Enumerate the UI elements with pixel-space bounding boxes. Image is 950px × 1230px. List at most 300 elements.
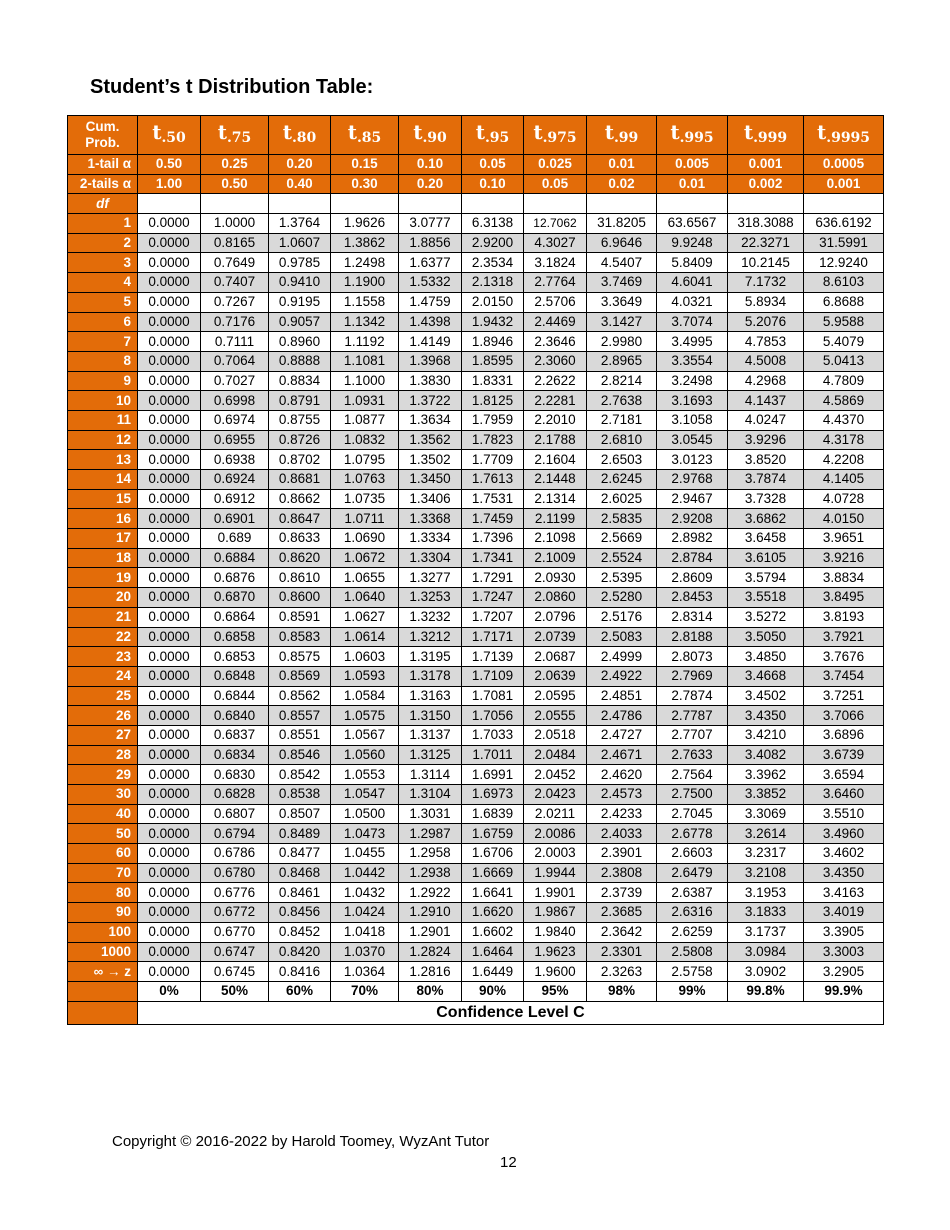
critical-value-cell: 0.8507 — [269, 804, 331, 824]
critical-value-cell: 0.0000 — [138, 804, 201, 824]
critical-value-cell: 2.0687 — [524, 647, 587, 667]
critical-value-cell: 2.7564 — [657, 765, 728, 785]
critical-value-cell: 2.6387 — [657, 883, 728, 903]
table-row — [68, 844, 884, 864]
critical-value-cell: 1.2922 — [399, 883, 462, 903]
critical-value-cell: 0.0000 — [138, 725, 201, 745]
critical-value-cell: 2.3685 — [587, 903, 657, 923]
confidence-percent-cell: 98% — [587, 981, 657, 1001]
critical-value-cell: 1.7291 — [462, 568, 524, 588]
critical-value-cell: 0.8681 — [269, 470, 331, 490]
critical-value-cell: 0.6794 — [201, 824, 269, 844]
df-value: ∞ → z — [68, 962, 138, 982]
critical-value-cell: 0.0000 — [138, 883, 201, 903]
critical-value-cell: 2.8609 — [657, 568, 728, 588]
critical-value-cell: 1.5332 — [399, 273, 462, 293]
critical-value-cell: 1.3764 — [269, 214, 331, 234]
one-tail-alpha-cell: 0.005 — [657, 155, 728, 175]
critical-value-cell: 1.0553 — [331, 765, 399, 785]
critical-value-cell: 1.0672 — [331, 548, 399, 568]
critical-value-cell: 2.5669 — [587, 529, 657, 549]
critical-value-cell: 0.0000 — [138, 450, 201, 470]
two-tails-alpha-cell: 0.20 — [399, 174, 462, 194]
critical-value-cell: 3.1058 — [657, 410, 728, 430]
df-value: 40 — [68, 804, 138, 824]
critical-value-cell: 2.6316 — [657, 903, 728, 923]
critical-value-cell: 1.9626 — [331, 214, 399, 234]
two-tails-alpha-cell: 0.05 — [524, 174, 587, 194]
critical-value-cell: 3.3554 — [657, 351, 728, 371]
confidence-percent-cell: 99% — [657, 981, 728, 1001]
df-value: 30 — [68, 785, 138, 805]
critical-value-cell: 1.7081 — [462, 686, 524, 706]
critical-value-cell: 0.6853 — [201, 647, 269, 667]
critical-value-cell: 1.6973 — [462, 785, 524, 805]
df-value: 80 — [68, 883, 138, 903]
critical-value-cell: 1.0364 — [331, 962, 399, 982]
critical-value-cell: 3.9296 — [728, 430, 804, 450]
critical-value-cell: 1.0000 — [201, 214, 269, 234]
critical-value-cell: 3.4668 — [728, 666, 804, 686]
two-tails-alpha-cell: 1.00 — [138, 174, 201, 194]
critical-value-cell: 0.0000 — [138, 292, 201, 312]
critical-value-cell: 2.4851 — [587, 686, 657, 706]
confidence-percent-cell: 80% — [399, 981, 462, 1001]
critical-value-cell: 1.3562 — [399, 430, 462, 450]
critical-value-cell: 3.7066 — [804, 706, 884, 726]
critical-value-cell: 1.2910 — [399, 903, 462, 923]
critical-value-cell: 1.0614 — [331, 627, 399, 647]
critical-value-cell: 1.0627 — [331, 607, 399, 627]
critical-value-cell: 2.1448 — [524, 470, 587, 490]
confidence-percent-cell: 60% — [269, 981, 331, 1001]
critical-value-cell: 2.0518 — [524, 725, 587, 745]
two-tails-alpha-cell: 0.01 — [657, 174, 728, 194]
critical-value-cell: 1.1900 — [331, 273, 399, 293]
critical-value-cell: 0.0000 — [138, 253, 201, 273]
empty-cell — [728, 194, 804, 214]
df-value: 27 — [68, 725, 138, 745]
critical-value-cell: 1.3137 — [399, 725, 462, 745]
critical-value-cell: 1.3334 — [399, 529, 462, 549]
critical-value-cell: 0.8633 — [269, 529, 331, 549]
critical-value-cell: 0.0000 — [138, 529, 201, 549]
one-tail-alpha-cell: 0.10 — [399, 155, 462, 175]
critical-value-cell: 1.8856 — [399, 233, 462, 253]
critical-value-cell: 3.5050 — [728, 627, 804, 647]
critical-value-cell: 3.6862 — [728, 509, 804, 529]
critical-value-cell: 2.7707 — [657, 725, 728, 745]
critical-value-cell: 3.1737 — [728, 922, 804, 942]
critical-value-cell: 0.6912 — [201, 489, 269, 509]
critical-value-cell: 1.7531 — [462, 489, 524, 509]
one-tail-alpha-cell: 0.15 — [331, 155, 399, 175]
critical-value-cell: 1.4759 — [399, 292, 462, 312]
critical-value-cell: 2.5395 — [587, 568, 657, 588]
empty-cell — [138, 194, 201, 214]
critical-value-cell: 2.9208 — [657, 509, 728, 529]
table-row — [68, 568, 884, 588]
critical-value-cell: 2.0086 — [524, 824, 587, 844]
two-tails-alpha-cell: 0.002 — [728, 174, 804, 194]
table-row — [68, 686, 884, 706]
two-tails-alpha-cell: 0.50 — [201, 174, 269, 194]
confidence-percent-row — [68, 981, 884, 1001]
critical-value-cell: 2.3263 — [587, 962, 657, 982]
critical-value-cell: 2.0003 — [524, 844, 587, 864]
critical-value-cell: 1.7396 — [462, 529, 524, 549]
critical-value-cell: 5.4079 — [804, 332, 884, 352]
critical-value-cell: 0.8546 — [269, 745, 331, 765]
critical-value-cell: 2.6479 — [657, 863, 728, 883]
critical-value-cell: 2.4469 — [524, 312, 587, 332]
critical-value-cell: 3.6896 — [804, 725, 884, 745]
critical-value-cell: 1.6839 — [462, 804, 524, 824]
critical-value-cell: 2.7638 — [587, 391, 657, 411]
table-row — [68, 253, 884, 273]
critical-value-cell: 0.8960 — [269, 332, 331, 352]
df-value: 16 — [68, 509, 138, 529]
critical-value-cell: 2.9768 — [657, 470, 728, 490]
critical-value-cell: 2.4033 — [587, 824, 657, 844]
critical-value-cell: 4.5008 — [728, 351, 804, 371]
critical-value-cell: 0.7176 — [201, 312, 269, 332]
table-row — [68, 489, 884, 509]
critical-value-cell: 2.3901 — [587, 844, 657, 864]
critical-value-cell: 1.6464 — [462, 942, 524, 962]
critical-value-cell: 0.0000 — [138, 273, 201, 293]
empty-cell — [804, 194, 884, 214]
critical-value-cell: 1.9600 — [524, 962, 587, 982]
df-value: 23 — [68, 647, 138, 667]
critical-value-cell: 3.6460 — [804, 785, 884, 805]
two-tails-alpha-cell: 0.30 — [331, 174, 399, 194]
critical-value-cell: 1.3195 — [399, 647, 462, 667]
critical-value-cell: 3.6458 — [728, 529, 804, 549]
critical-value-cell: 4.1437 — [728, 391, 804, 411]
critical-value-cell: 3.6594 — [804, 765, 884, 785]
table-row — [68, 391, 884, 411]
critical-value-cell: 0.6807 — [201, 804, 269, 824]
critical-value-cell: 0.6844 — [201, 686, 269, 706]
critical-value-cell: 1.3830 — [399, 371, 462, 391]
critical-value-cell: 0.0000 — [138, 745, 201, 765]
critical-value-cell: 3.4850 — [728, 647, 804, 667]
table-row — [68, 647, 884, 667]
critical-value-cell: 2.7969 — [657, 666, 728, 686]
one-tail-alpha-cell: 0.25 — [201, 155, 269, 175]
critical-value-cell: 3.5510 — [804, 804, 884, 824]
critical-value-cell: 31.5991 — [804, 233, 884, 253]
critical-value-cell: 1.0455 — [331, 844, 399, 864]
two-tails-label: 2-tails α — [68, 174, 138, 194]
critical-value-cell: 4.0150 — [804, 509, 884, 529]
empty-cell — [657, 194, 728, 214]
critical-value-cell: 1.2958 — [399, 844, 462, 864]
critical-value-cell: 2.4233 — [587, 804, 657, 824]
df-value: 50 — [68, 824, 138, 844]
critical-value-cell: 0.7027 — [201, 371, 269, 391]
t-column-header: $t_{.80}$ — [269, 116, 331, 155]
critical-value-cell: 3.3069 — [728, 804, 804, 824]
df-value: 1 — [68, 214, 138, 234]
critical-value-cell: 0.0000 — [138, 863, 201, 883]
critical-value-cell: 3.4502 — [728, 686, 804, 706]
critical-value-cell: 4.5407 — [587, 253, 657, 273]
critical-value-cell: 1.3212 — [399, 627, 462, 647]
critical-value-cell: 2.4999 — [587, 647, 657, 667]
critical-value-cell: 2.3301 — [587, 942, 657, 962]
df-value: 4 — [68, 273, 138, 293]
one-tail-alpha-cell: 0.025 — [524, 155, 587, 175]
critical-value-cell: 6.3138 — [462, 214, 524, 234]
df-value: 100 — [68, 922, 138, 942]
critical-value-cell: 1.2824 — [399, 942, 462, 962]
critical-value-cell: 0.8834 — [269, 371, 331, 391]
cum-prob-label: Cum. Prob. — [68, 116, 138, 155]
critical-value-cell: 2.4573 — [587, 785, 657, 805]
critical-value-cell: 1.0567 — [331, 725, 399, 745]
critical-value-cell: 2.5280 — [587, 588, 657, 608]
critical-value-cell: 4.7809 — [804, 371, 884, 391]
critical-value-cell: 3.3852 — [728, 785, 804, 805]
table-row — [68, 214, 884, 234]
two-tails-alpha-cell: 0.02 — [587, 174, 657, 194]
critical-value-cell: 0.0000 — [138, 410, 201, 430]
critical-value-cell: 1.9840 — [524, 922, 587, 942]
critical-value-cell: 2.0639 — [524, 666, 587, 686]
empty-cell — [462, 194, 524, 214]
critical-value-cell: 3.2317 — [728, 844, 804, 864]
critical-value-cell: 2.6810 — [587, 430, 657, 450]
critical-value-cell: 318.3088 — [728, 214, 804, 234]
critical-value-cell: 1.0575 — [331, 706, 399, 726]
critical-value-cell: 1.6641 — [462, 883, 524, 903]
df-value: 10 — [68, 391, 138, 411]
table-row — [68, 627, 884, 647]
critical-value-cell: 0.6770 — [201, 922, 269, 942]
two-tails-alpha-cell: 0.001 — [804, 174, 884, 194]
critical-value-cell: 1.3368 — [399, 509, 462, 529]
critical-value-cell: 1.7341 — [462, 548, 524, 568]
critical-value-cell: 3.5272 — [728, 607, 804, 627]
critical-value-cell: 1.3450 — [399, 470, 462, 490]
critical-value-cell: 2.8965 — [587, 351, 657, 371]
table-row — [68, 942, 884, 962]
critical-value-cell: 3.3905 — [804, 922, 884, 942]
table-row — [68, 312, 884, 332]
critical-value-cell: 1.7459 — [462, 509, 524, 529]
critical-value-cell: 1.6669 — [462, 863, 524, 883]
critical-value-cell: 3.6105 — [728, 548, 804, 568]
table-row — [68, 765, 884, 785]
df-value: 6 — [68, 312, 138, 332]
table-row — [68, 332, 884, 352]
critical-value-cell: 2.0452 — [524, 765, 587, 785]
critical-value-cell: 2.3642 — [587, 922, 657, 942]
critical-value-cell: 0.8610 — [269, 568, 331, 588]
orange-spacer-cell — [68, 1001, 138, 1024]
table-row — [68, 470, 884, 490]
critical-value-cell: 0.0000 — [138, 647, 201, 667]
critical-value-cell: 0.8165 — [201, 233, 269, 253]
critical-value-cell: 0.6786 — [201, 844, 269, 864]
critical-value-cell: 0.6901 — [201, 509, 269, 529]
critical-value-cell: 1.0547 — [331, 785, 399, 805]
critical-value-cell: 2.8073 — [657, 647, 728, 667]
critical-value-cell: 0.6864 — [201, 607, 269, 627]
table-row — [68, 922, 884, 942]
critical-value-cell: 1.0832 — [331, 430, 399, 450]
critical-value-cell: 1.3634 — [399, 410, 462, 430]
critical-value-cell: 1.1342 — [331, 312, 399, 332]
df-value: 5 — [68, 292, 138, 312]
critical-value-cell: 0.6884 — [201, 548, 269, 568]
empty-cell — [269, 194, 331, 214]
critical-value-cell: 0.6924 — [201, 470, 269, 490]
critical-value-cell: 1.7709 — [462, 450, 524, 470]
critical-value-cell: 0.6938 — [201, 450, 269, 470]
critical-value-cell: 0.0000 — [138, 588, 201, 608]
critical-value-cell: 5.2076 — [728, 312, 804, 332]
t-column-header: $t_{.50}$ — [138, 116, 201, 155]
critical-value-cell: 3.4602 — [804, 844, 884, 864]
critical-value-cell: 6.8688 — [804, 292, 884, 312]
critical-value-cell: 2.4620 — [587, 765, 657, 785]
critical-value-cell: 2.1199 — [524, 509, 587, 529]
critical-value-cell: 0.6840 — [201, 706, 269, 726]
critical-value-cell: 3.2108 — [728, 863, 804, 883]
critical-value-cell: 0.6780 — [201, 863, 269, 883]
critical-value-cell: 0.0000 — [138, 942, 201, 962]
two-tails-alpha-cell: 0.10 — [462, 174, 524, 194]
critical-value-cell: 2.5083 — [587, 627, 657, 647]
critical-value-cell: 7.1732 — [728, 273, 804, 293]
df-value: 3 — [68, 253, 138, 273]
critical-value-cell: 1.2901 — [399, 922, 462, 942]
df-value: 24 — [68, 666, 138, 686]
critical-value-cell: 0.9195 — [269, 292, 331, 312]
page-number: 12 — [500, 1154, 517, 1171]
critical-value-cell: 3.0902 — [728, 962, 804, 982]
critical-value-cell: 0.0000 — [138, 607, 201, 627]
critical-value-cell: 1.4149 — [399, 332, 462, 352]
critical-value-cell: 0.8538 — [269, 785, 331, 805]
df-value: 9 — [68, 371, 138, 391]
critical-value-cell: 0.6974 — [201, 410, 269, 430]
critical-value-cell: 1.1558 — [331, 292, 399, 312]
critical-value-cell: 0.8726 — [269, 430, 331, 450]
t-column-header: $t_{.95}$ — [462, 116, 524, 155]
df-value: 11 — [68, 410, 138, 430]
critical-value-cell: 0.0000 — [138, 686, 201, 706]
critical-value-cell: 0.8542 — [269, 765, 331, 785]
critical-value-cell: 1.0442 — [331, 863, 399, 883]
critical-value-cell: 8.6103 — [804, 273, 884, 293]
critical-value-cell: 1.3232 — [399, 607, 462, 627]
critical-value-cell: 2.5706 — [524, 292, 587, 312]
critical-value-cell: 2.1098 — [524, 529, 587, 549]
critical-value-cell: 1.0500 — [331, 804, 399, 824]
table-row — [68, 410, 884, 430]
df-value: 28 — [68, 745, 138, 765]
critical-value-cell: 1.3968 — [399, 351, 462, 371]
critical-value-cell: 2.4727 — [587, 725, 657, 745]
critical-value-cell: 1.3502 — [399, 450, 462, 470]
critical-value-cell: 0.0000 — [138, 233, 201, 253]
critical-value-cell: 3.2498 — [657, 371, 728, 391]
one-tail-alpha-cell: 0.0005 — [804, 155, 884, 175]
critical-value-cell: 2.6025 — [587, 489, 657, 509]
critical-value-cell: 1.3178 — [399, 666, 462, 686]
df-value: 26 — [68, 706, 138, 726]
critical-value-cell: 0.8489 — [269, 824, 331, 844]
critical-value-cell: 4.0247 — [728, 410, 804, 430]
critical-value-cell: 3.8495 — [804, 588, 884, 608]
critical-value-cell: 31.8205 — [587, 214, 657, 234]
critical-value-cell: 3.3649 — [587, 292, 657, 312]
critical-value-cell: 2.9467 — [657, 489, 728, 509]
copyright-text: Copyright © 2016-2022 by Harold Toomey, WyzAnt Tutor — [112, 1133, 490, 1150]
critical-value-cell: 0.8702 — [269, 450, 331, 470]
critical-value-cell: 0.6858 — [201, 627, 269, 647]
critical-value-cell: 0.8562 — [269, 686, 331, 706]
critical-value-cell: 1.0690 — [331, 529, 399, 549]
critical-value-cell: 2.1318 — [462, 273, 524, 293]
df-value: 70 — [68, 863, 138, 883]
table-row — [68, 351, 884, 371]
critical-value-cell: 0.8468 — [269, 863, 331, 883]
critical-value-cell: 1.8595 — [462, 351, 524, 371]
critical-value-cell: 0.0000 — [138, 489, 201, 509]
critical-value-cell: 1.8331 — [462, 371, 524, 391]
df-value: 7 — [68, 332, 138, 352]
critical-value-cell: 1.0931 — [331, 391, 399, 411]
critical-value-cell: 1.2498 — [331, 253, 399, 273]
critical-value-cell: 1.3150 — [399, 706, 462, 726]
critical-value-cell: 2.5524 — [587, 548, 657, 568]
df-value: 20 — [68, 588, 138, 608]
critical-value-cell: 1.3722 — [399, 391, 462, 411]
critical-value-cell: 1.9623 — [524, 942, 587, 962]
critical-value-cell: 2.3060 — [524, 351, 587, 371]
table-row — [68, 804, 884, 824]
df-value: 1000 — [68, 942, 138, 962]
critical-value-cell: 3.9651 — [804, 529, 884, 549]
critical-value-cell: 0.0000 — [138, 785, 201, 805]
critical-value-cell: 0.0000 — [138, 214, 201, 234]
critical-value-cell: 3.0777 — [399, 214, 462, 234]
confidence-percent-cell: 99.8% — [728, 981, 804, 1001]
critical-value-cell: 636.6192 — [804, 214, 884, 234]
table-row — [68, 529, 884, 549]
critical-value-cell: 0.8456 — [269, 903, 331, 923]
critical-value-cell: 1.6377 — [399, 253, 462, 273]
critical-value-cell: 2.6503 — [587, 450, 657, 470]
critical-value-cell: 3.3003 — [804, 942, 884, 962]
critical-value-cell: 4.5869 — [804, 391, 884, 411]
df-value: 21 — [68, 607, 138, 627]
critical-value-cell: 0.8647 — [269, 509, 331, 529]
table-row — [68, 863, 884, 883]
critical-value-cell: 0.6955 — [201, 430, 269, 450]
critical-value-cell: 3.7074 — [657, 312, 728, 332]
critical-value-cell: 1.0735 — [331, 489, 399, 509]
confidence-percent-cell: 0% — [138, 981, 201, 1001]
critical-value-cell: 2.6603 — [657, 844, 728, 864]
t-column-header: $t_{.90}$ — [399, 116, 462, 155]
critical-value-cell: 2.4786 — [587, 706, 657, 726]
